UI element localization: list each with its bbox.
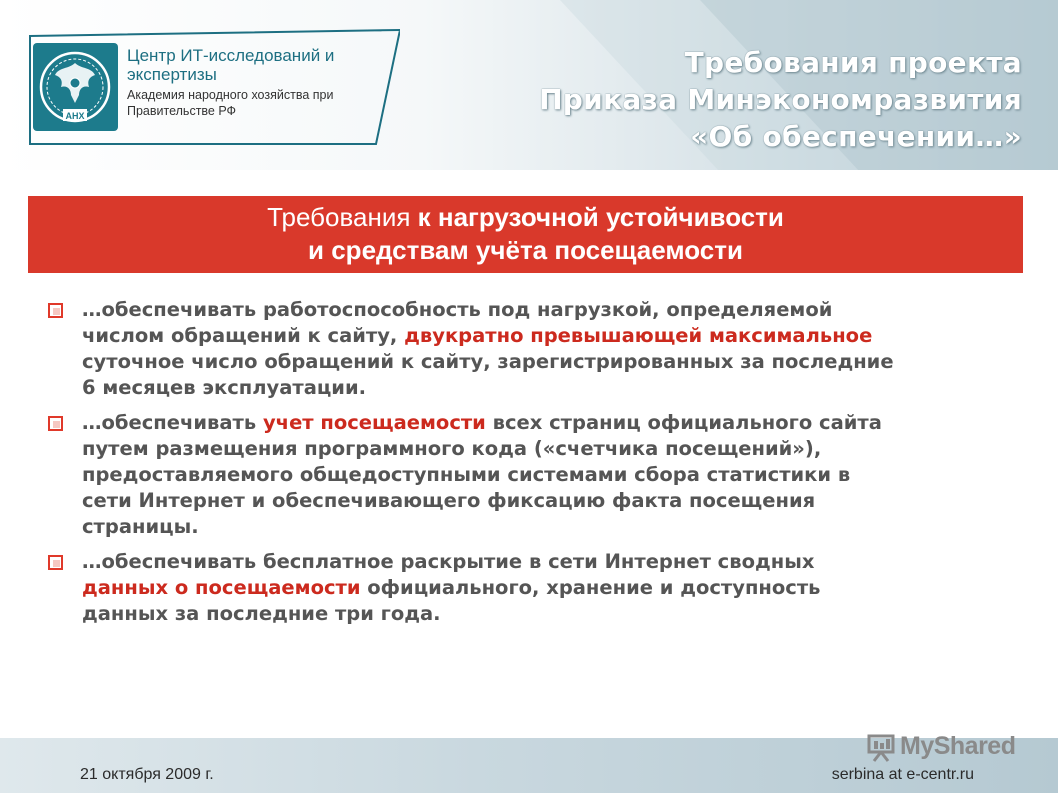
banner-emphasis: к нагрузочной устойчивости [417,202,784,232]
bullet-text [82,410,996,540]
footer-date: 21 октября 2009 г. [80,766,214,783]
watermark [866,731,1036,763]
bullet-text-line [82,549,996,575]
bullet-text-line [82,297,996,323]
presentation-icon [866,733,896,763]
bullet-text-line [82,410,996,436]
bullet-text-line [82,375,996,401]
bullet-item [46,297,996,401]
organization-name: Центр ИТ-исследований и экспертизы [127,46,335,84]
bullet-square-icon [48,303,63,318]
text-segment: числом обращений к сайту, [82,324,405,347]
title-line: Требования проекта [684,46,1022,79]
text-segment: страницы. [82,515,199,538]
bullet-text-line [82,323,996,349]
logo-emblem [33,43,118,131]
banner-line-1 [28,201,1023,234]
emblem-label: АНХ [65,111,85,121]
bullet-text-line [82,514,996,540]
bullet-item [46,410,996,540]
bullet-list [46,297,996,636]
text-segment: …обеспечивать [82,411,263,434]
text-segment: предоставляемого общедоступными системами сбора статистики в [82,463,851,486]
bullet-text-line [82,462,996,488]
text-segment: 6 месяцев эксплуатации. [82,376,367,399]
bullet-text [82,549,996,627]
title-line: «Об обеспечении…» [690,120,1022,153]
highlighted-phrase: двукратно превышающей максимальное [404,324,873,347]
text-segment: суточное число обращений к сайту, зарегистрированных за последние [82,350,894,373]
bullet-text-line [82,436,996,462]
banner-prefix: Требования [267,202,418,232]
text-segment: данных за последние три года. [82,602,441,625]
highlighted-phrase: данных о посещаемости [82,576,361,599]
text-segment: сети Интернет и обеспечивающего фиксацию факта посещения [82,489,816,512]
footer-email: serbina at e-centr.ru [831,766,974,783]
bullet-square-icon [48,555,63,570]
bullet-text [82,297,996,401]
slide-title [539,44,1022,155]
bullet-square-icon [48,416,63,431]
text-segment: …обеспечивать бесплатное раскрытие в сети Интернет сводных [82,550,815,573]
text-segment: …обеспечивать работоспособность под нагрузкой, определяемой [82,298,833,321]
banner-line-2: и средствам учёта посещаемости [308,235,743,265]
bullet-text-line [82,601,996,627]
bullet-text-line [82,488,996,514]
section-banner [28,196,1023,273]
highlighted-phrase: учет посещаемости [262,411,486,434]
eagle-emblem-icon [33,43,118,131]
title-line: Приказа Минэкономразвития [539,83,1022,116]
text-segment: всех страниц официального сайта [485,411,882,434]
watermark-text: MyShared [900,732,1016,760]
bullet-text-line [82,349,996,375]
bullet-text-line [82,575,996,601]
bullet-item [46,549,996,627]
text-segment: путем размещения программного кода («счетчика посещений»), [82,437,822,460]
text-segment: официального, хранение и доступность [360,576,821,599]
organization-subtitle: Академия народного хозяйства при Правительстве РФ [127,88,334,118]
